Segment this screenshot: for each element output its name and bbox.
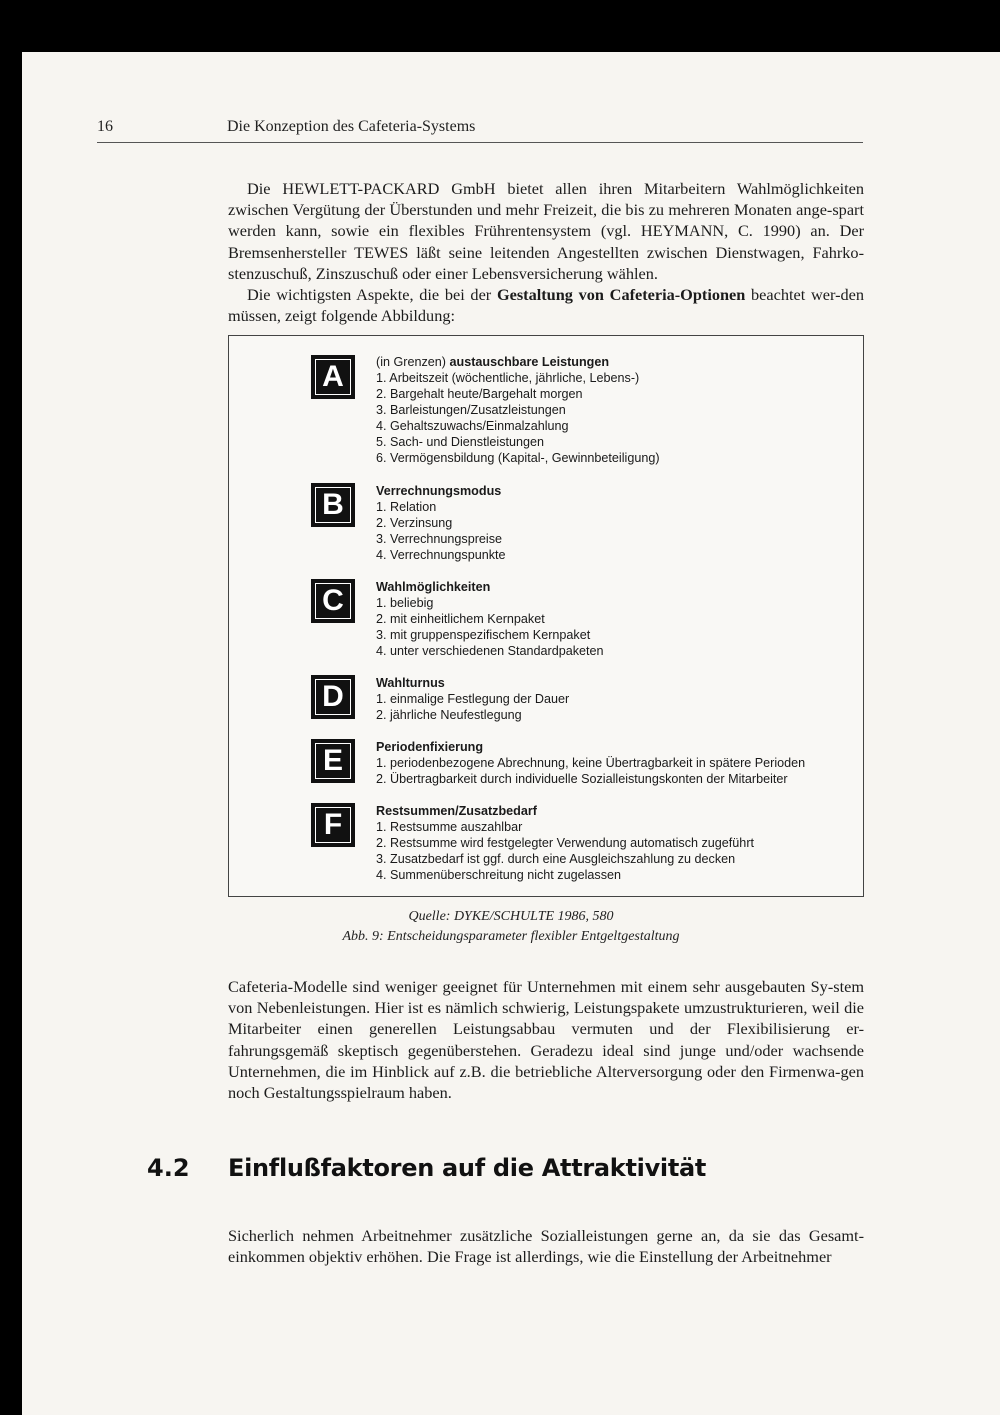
list-item: 4. unter verschiedenen Standardpaketen <box>376 644 604 658</box>
list-item: 1. Relation <box>376 500 437 514</box>
group-heading <box>376 354 660 370</box>
group-heading: Wahlmöglichkeiten <box>376 580 491 594</box>
figure-caption: Abb. 9: Entscheidungsparameter flexibler Entgeltgestaltung <box>342 929 680 944</box>
header-rule <box>97 142 863 143</box>
list-item: 2. Restsumme wird festgelegter Verwendung automatisch zugeführt <box>376 836 755 850</box>
parameter-group-e <box>376 739 805 787</box>
paragraph-1-text: Die HEWLETT-PACKARD GmbH bietet allen ihren Mitarbeitern Wahlmöglichkeiten zwischen Vergütung der Überstunden und mehr Freizeit, die bis zu mehreren Monaten ange-spart werden kann, sowie ein flexibles Frührentensystem (vgl. HEYMANN, C. 1990) an. Der Bremsenhersteller TEWES läßt seine leitenden Angestellten zwischen Dienstwagen, Fahrko-stenzuschuß, Zinszuschuß oder einer Lebensversicherung wählen. <box>228 179 864 283</box>
group-heading-prefix: (in Grenzen) <box>376 355 450 369</box>
list-item: 6. Vermögensbildung (Kapital-, Gewinnbeteiligung) <box>376 451 660 465</box>
group-heading: Wahlturnus <box>376 676 445 690</box>
letter-tile-c: C <box>311 579 355 623</box>
list-item: 2. Bargehalt heute/Bargehalt morgen <box>376 387 583 401</box>
paragraph-2-text-before: Die wichtigsten Aspekte, die bei der <box>247 285 497 304</box>
group-heading-text: austauschbare Leistungen <box>449 355 610 369</box>
figure-box <box>228 335 864 897</box>
paragraph-1 <box>228 178 864 284</box>
list-item: 3. Zusatzbedarf ist ggf. durch eine Ausgleichszahlung zu decken <box>376 852 736 866</box>
list-item: 1. beliebig <box>376 596 434 610</box>
list-item: 5. Sach- und Dienstleistungen <box>376 435 545 449</box>
list-item: 3. mit gruppenspezifischem Kernpaket <box>376 628 591 642</box>
parameter-group-d <box>376 675 569 723</box>
parameter-group-f <box>376 803 754 883</box>
list-item: 2. jährliche Neufestlegung <box>376 708 522 722</box>
parameter-group-a <box>376 354 660 466</box>
list-item: 3. Verrechnungspreise <box>376 532 503 546</box>
letter-tile-f: F <box>311 803 355 847</box>
letter-tile-d: D <box>311 675 355 719</box>
letter-tile-e: E <box>311 739 355 783</box>
list-item: 1. Restsumme auszahlbar <box>376 820 523 834</box>
letter-tile-a: A <box>311 355 355 399</box>
list-item: 2. Verzinsung <box>376 516 453 530</box>
list-item: 4. Summenüberschreitung nicht zugelassen <box>376 868 622 882</box>
list-item: 2. Übertragbarkeit durch individuelle Sozialleistungskonten der Mitarbeiter <box>376 772 788 786</box>
running-title: Die Konzeption des Cafeteria-Systems <box>227 118 476 135</box>
book-page <box>22 52 1000 1415</box>
paragraph-2-bold-term: Gestaltung von Cafeteria-Optionen <box>496 285 746 304</box>
section-title: Einflußfaktoren auf die Attraktivität <box>228 1154 707 1182</box>
list-item: 1. periodenbezogene Abrechnung, keine Übertragbarkeit in spätere Perioden <box>376 756 806 770</box>
group-heading: Verrechnungsmodus <box>376 484 502 498</box>
section-number: 4.2 <box>147 1154 190 1182</box>
list-item: 3. Barleistungen/Zusatzleistungen <box>376 403 566 417</box>
list-item: 2. mit einheitlichem Kernpaket <box>376 612 545 626</box>
page-number: 16 <box>97 118 113 135</box>
paragraph-2-text-after: beachtet wer-den müssen, zeigt folgende Abbildung: <box>228 285 864 326</box>
paragraph-2 <box>228 284 864 326</box>
parameter-group-b <box>376 483 506 563</box>
list-item: 1. einmalige Festlegung der Dauer <box>376 692 570 706</box>
letter-tile-b: B <box>311 483 355 527</box>
list-item: 1. Arbeitszeit (wöchentliche, jährliche, Lebens-) <box>376 371 640 385</box>
group-heading: Restsummen/Zusatzbedarf <box>376 804 537 818</box>
list-item: 4. Gehaltszuwachs/Einmalzahlung <box>376 419 569 433</box>
figure-source: Quelle: DYKE/SCHULTE 1986, 580 <box>408 909 614 924</box>
list-item: 4. Verrechnungspunkte <box>376 548 506 562</box>
paragraph-3: Cafeteria-Modelle sind weniger geeignet für Unternehmen mit einem sehr ausgebauten Sy-stem von Nebenleistungen. Hier ist es nämlich schwierig, Leistungspakete umzustrukturieren, weil die Mitarbeiter einen generellen Leistungsabbau vermuten und der Flexibilisierung er-fahrungsgemäß skeptisch gegenüberstehen. Geradezu ideal sind junge und/oder wachsende Unternehmen, die im Hinblick auf z.B. die betriebliche Alterversorgung oder den Firmenwa-gen noch Gestaltungsspielraum haben. <box>228 977 864 1103</box>
paragraph-4: Sicherlich nehmen Arbeitnehmer zusätzliche Sozialleistungen gerne an, da sie das Gesamt-einkommen objektiv erhöhen. Die Frage ist allerdings, wie die Einstellung der Arbeitnehmer <box>228 1226 864 1267</box>
parameter-group-c <box>376 579 604 659</box>
group-heading: Periodenfixierung <box>376 740 484 754</box>
